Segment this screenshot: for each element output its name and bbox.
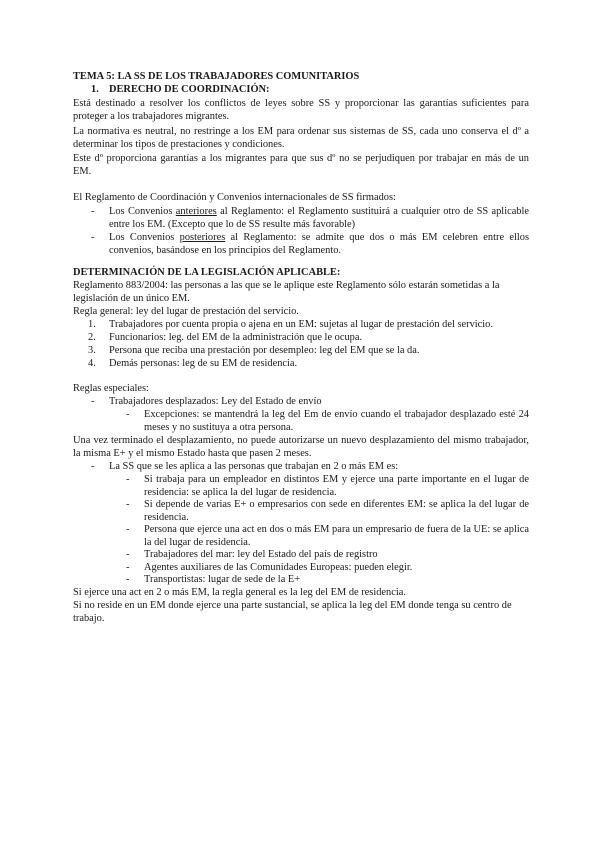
bullet-dash: - <box>91 206 95 217</box>
paragraph: Una vez terminado el desplazamiento, no puede autorizarse un nuevo desplazamiento del mismo trabajador, la misma E+ y el mismo Estado hasta que pasen 2 meses. <box>73 435 529 459</box>
list-number: 4. <box>88 358 96 369</box>
bullet-dash: - <box>91 396 95 407</box>
paragraph: Está destinado a resolver los conflictos de leyes sobre SS y proporcionar las garantías suficientes para proteger a los trabajadores migrantes. <box>73 98 529 122</box>
paragraph: El Reglamento de Coordinación y Convenios internacionales de SS firmados: <box>73 192 396 203</box>
section-heading: DERECHO DE COORDINACIÓN: <box>109 84 270 95</box>
list-item: Persona que ejerce una act en dos o más EM para un empresario de fuera de la UE: se aplica la del lugar de residencia. <box>144 524 529 548</box>
bullet-dash: - <box>126 524 130 535</box>
section-heading: DETERMINACIÓN DE LA LEGISLACIÓN APLICABLE: <box>73 267 341 278</box>
list-item: Trabajadores del mar: ley del Estado del país de registro <box>144 549 378 560</box>
list-number: 1. <box>88 319 96 330</box>
paragraph: Reglamento 883/2004: las personas a las que se le aplique este Reglamento sólo estarán sometidas a la legislación de un único EM. <box>73 280 500 304</box>
bullet-dash: - <box>126 562 130 573</box>
section-number: 1. <box>91 84 99 95</box>
list-item: Trabajadores desplazados: Ley del Estado de envío <box>109 396 322 407</box>
list-item: La SS que se les aplica a las personas que trabajan en 2 o más EM es: <box>109 461 399 472</box>
list-item: Funcionarios: leg. del EM de la administración que le ocupa. <box>109 332 363 343</box>
list-item: Excepciones: se mantendrá la leg del Em de envío cuando el trabajador desplazado esté 24 meses y no sustituya a otra persona. <box>144 409 529 433</box>
bullet-dash: - <box>126 474 130 485</box>
list-item: Si depende de varias E+ o empresarios con sede en diferentes EM: se aplica la del lugar de residencia. <box>144 499 529 523</box>
list-item: Persona que reciba una prestación por desempleo: leg del EM que se la da. <box>109 345 420 356</box>
bullet-dash: - <box>126 409 130 420</box>
list-number: 3. <box>88 345 96 356</box>
paragraph: Regla general: ley del lugar de prestación del servicio. <box>73 306 299 317</box>
list-item: Los Convenios anteriores al Reglamento: el Reglamento sustituirá a cualquier otro de SS aplicable entre los EM. (Excepto que lo de SS resulte más favorable) <box>109 206 529 230</box>
list-item: Transportistas: lugar de sede de la E+ <box>144 574 301 585</box>
paragraph: La normativa es neutral, no restringe a los EM para ordenar sus sistemas de SS, cada uno conserva el dº a determinar los tipos de prestaciones y condiciones. <box>73 126 529 150</box>
list-item: Si trabaja para un empleador en distintos EM y ejerce una parte importante en el lugar de residencia: se aplica la del lugar de residencia. <box>144 474 529 498</box>
paragraph: Si ejerce una act en 2 o más EM, la regla general es la leg del EM de residencia. <box>73 587 406 598</box>
list-number: 2. <box>88 332 96 343</box>
bullet-dash: - <box>126 499 130 510</box>
paragraph: Si no reside en un EM donde ejerce una parte sustancial, se aplica la leg del EM donde tenga su centro de trabajo. <box>73 600 512 624</box>
bullet-dash: - <box>91 461 95 472</box>
list-item: Trabajadores por cuenta propia o ajena en un EM: sujetas al lugar de prestación del servicio. <box>109 319 493 330</box>
list-item: Demás personas: leg de su EM de residencia. <box>109 358 298 369</box>
paragraph: Este dº proporciona garantías a los migrantes para que sus dº no se perjudiquen por trabajar en más de un EM. <box>73 153 529 177</box>
list-item: Los Convenios posteriores al Reglamento: se admite que dos o más EM celebren entre ellos convenios, basándose en los principios del Reglamento. <box>109 232 529 256</box>
document-title: TEMA 5: LA SS DE LOS TRABAJADORES COMUNITARIOS <box>73 71 360 82</box>
bullet-dash: - <box>91 232 95 243</box>
bullet-dash: - <box>126 574 130 585</box>
list-item: Agentes auxiliares de las Comunidades Europeas: pueden elegir. <box>144 562 413 573</box>
bullet-dash: - <box>126 549 130 560</box>
paragraph: Reglas especiales: <box>73 383 149 394</box>
